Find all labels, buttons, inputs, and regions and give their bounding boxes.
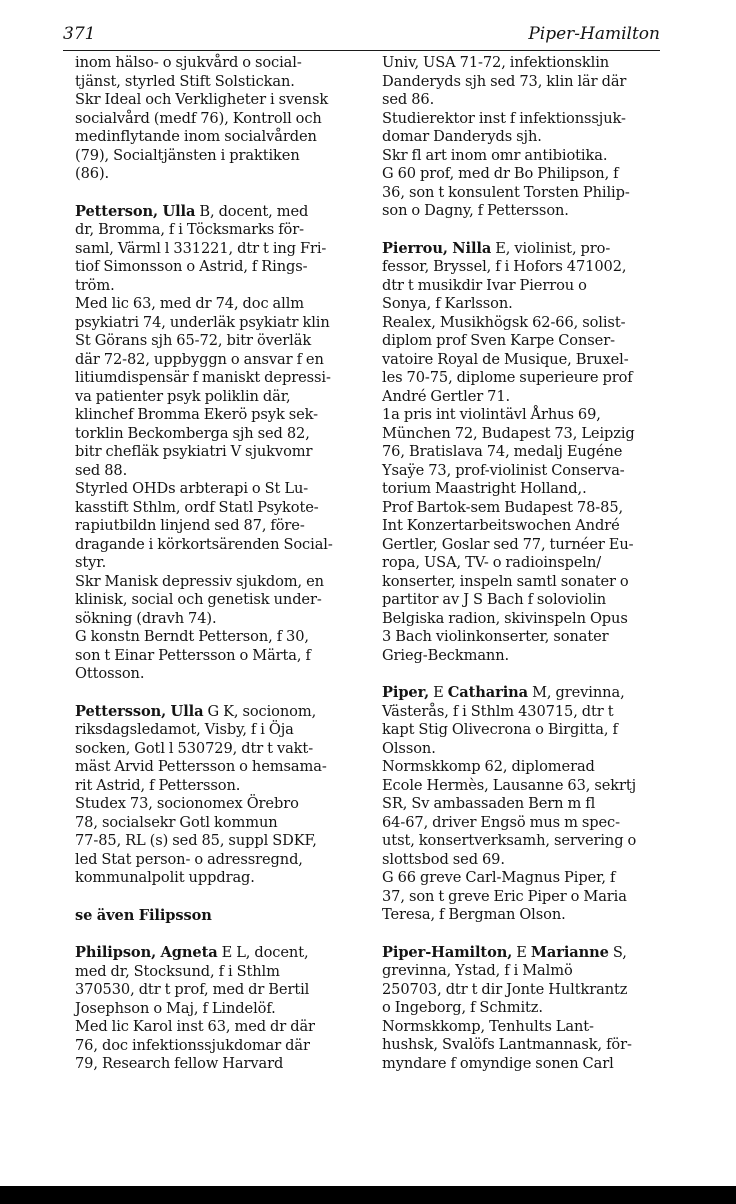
text-line: 76, doc infektionssjukdomar där: [75, 1036, 310, 1054]
text-line: G 66 greve Carl-Magnus Piper, f: [382, 869, 616, 886]
text-line: les 70-75, diplome superieure prof: [382, 369, 633, 386]
text-line: München 72, Budapest 73, Leipzig: [382, 424, 635, 442]
entry-surname: Piper-Hamilton,: [382, 943, 513, 961]
text-line: Normskkomp, Tenhults Lant-: [382, 1017, 594, 1035]
text-line: 64-67, driver Engsö mus m spec-: [382, 813, 620, 831]
entry-given-name: Marianne: [530, 943, 609, 961]
text-line: slottsbod sed 69.: [382, 850, 505, 868]
text-line: Styrled OHDs arbterapi o St Lu-: [75, 480, 309, 497]
text-line: socken, Gotl l 530729, dtr t vakt-: [75, 739, 314, 757]
text-line: 370530, dtr t prof, med dr Bertil: [75, 981, 310, 998]
text-line: psykiatri 74, underläk psykiatr klin: [75, 313, 330, 331]
text-line: styr.: [75, 554, 107, 571]
text-line: 3 Bach violinkonserter, sonater: [382, 628, 609, 645]
text-line: Normskkomp 62, diplomerad: [382, 758, 595, 775]
entry-name: Philipson, Agneta: [75, 944, 218, 961]
text-line: Skr Ideal och Verkligheter i svensk: [75, 91, 329, 108]
text-line: 1a pris int violintävl Århus 69,: [382, 406, 601, 423]
text-line: tröm.: [75, 276, 115, 294]
text-line: o Ingeborg, f Schmitz.: [382, 999, 543, 1016]
text-line: G 60 prof, med dr Bo Philipson, f: [382, 165, 619, 182]
text-line: Realex, Musikhögsk 62-66, solist-: [382, 313, 626, 331]
text-line: Västerås, f i Sthlm 430715, dtr t: [382, 702, 614, 720]
text-line: Skr fl art inom omr antibiotika.: [382, 146, 608, 164]
text-line: Teresa, f Bergman Olson.: [382, 906, 566, 923]
text-line: tiof Simonsson o Astrid, f Rings-: [75, 258, 308, 275]
text-line: Med lic 63, med dr 74, doc allm: [75, 295, 305, 312]
cross-reference-text: se även Filipsson: [75, 906, 212, 924]
entry-separator: [75, 184, 365, 203]
text-line: socialvård (medf 76), Kontroll och: [75, 109, 322, 127]
text-line: son o Dagny, f Pettersson.: [382, 202, 569, 219]
text-line: Grieg-Beckmann.: [382, 646, 510, 664]
text-line: klinisk, social och genetisk under-: [75, 591, 322, 608]
text-line: sed 88.: [75, 461, 128, 479]
entry-heading-line: [382, 684, 672, 703]
text-line: 76, Bratislava 74, medalj Eugéne: [382, 443, 623, 460]
entry-heading-rest: M, grevinna,: [528, 684, 625, 701]
text-line: hushsk, Svalöfs Lantmannask, för-: [382, 1036, 632, 1053]
text-line: Danderyds sjh sed 73, klin lär där: [382, 72, 627, 90]
right-column: [382, 54, 672, 1073]
text-line: Med lic Karol inst 63, med dr där: [75, 1018, 315, 1035]
text-line: va patienter psyk poliklin där,: [75, 387, 291, 405]
text-line: med dr, Stocksund, f i Sthlm: [75, 962, 280, 980]
text-line: SR, Sv ambassaden Bern m fl: [382, 795, 596, 812]
entry-given-name: Catharina: [447, 684, 529, 701]
entry-heading-line: [382, 944, 672, 963]
entry-heading-line: [75, 944, 365, 963]
entry-name: Pettersson, Ulla: [75, 702, 204, 720]
text-line: kapt Stig Olivecrona o Birgitta, f: [382, 721, 618, 738]
running-head: Piper-Hamilton: [528, 24, 660, 44]
text-line: utst, konsertverksamh, servering o: [382, 832, 637, 849]
entry-heading-rest: S,: [608, 943, 627, 961]
text-line: domar Danderyds sjh.: [382, 128, 542, 145]
text-line: St Görans sjh 65-72, bitr överläk: [75, 332, 312, 349]
text-line: rit Astrid, f Pettersson.: [75, 776, 241, 794]
text-line: ropa, USA, TV- o radioinspeln/: [382, 554, 602, 571]
text-line: inom hälso- o sjukvård o social-: [75, 54, 302, 71]
text-line: Skr Manisk depressiv sjukdom, en: [75, 572, 324, 590]
entry-heading-line: [75, 703, 365, 722]
text-line: Ecole Hermès, Lausanne 63, sekrtj: [382, 776, 637, 794]
text-line: mäst Arvid Pettersson o hemsama-: [75, 758, 327, 775]
entry-name: Petterson, Ulla: [75, 202, 196, 220]
entry-heading-rest: G K, socionom,: [203, 702, 317, 720]
text-line: kommunalpolit uppdrag.: [75, 869, 255, 886]
text-line: Int Konzertarbeitswochen André: [382, 517, 620, 534]
text-line: (79), Socialtjänsten i praktiken: [75, 146, 300, 164]
text-line: tjänst, styrled Stift Solstickan.: [75, 72, 295, 90]
text-line: vatoire Royal de Musique, Bruxel-: [382, 350, 629, 368]
text-line: Josephson o Maj, f Lindelöf.: [75, 999, 276, 1017]
text-line: Gertler, Goslar sed 77, turnéer Eu-: [382, 535, 634, 553]
text-line: dtr t musikdir Ivar Pierrou o: [382, 276, 587, 294]
text-line: Olsson.: [382, 739, 436, 757]
entry-heading-rest: E, violinist, pro-: [491, 239, 611, 257]
text-line: dr, Bromma, f i Töcksmarks för-: [75, 221, 304, 238]
text-line: Belgiska radion, skivinspeln Opus: [382, 609, 628, 627]
text-line: fessor, Bryssel, f i Hofors 471002,: [382, 258, 627, 275]
text-line: torklin Beckomberga sjh sed 82,: [75, 424, 310, 442]
text-line: saml, Värml l 331221, dtr t ing Fri-: [75, 239, 327, 257]
entry-heading-rest: E L, docent,: [217, 944, 309, 961]
text-line: bitr chefläk psykiatri V sjukvomr: [75, 443, 313, 460]
entry-initial: E: [429, 684, 448, 701]
page-number: 371: [63, 24, 96, 44]
entry-surname: Piper,: [382, 684, 430, 701]
text-line: Ysaÿe 73, prof-violinist Conserva-: [382, 461, 625, 479]
text-line: Prof Bartok-sem Budapest 78-85,: [382, 498, 624, 516]
text-line: (86).: [75, 165, 110, 182]
text-line: där 72-82, uppbyggn o ansvar f en: [75, 350, 324, 368]
text-line: Studex 73, socionomex Örebro: [75, 795, 299, 812]
text-line: 250703, dtr t dir Jonte Hultkrantz: [382, 980, 628, 998]
text-line: André Gertler 71.: [382, 387, 511, 405]
page-header: [63, 22, 660, 51]
text-line: Studierektor inst f infektionssjuk-: [382, 109, 626, 127]
text-line: sökning (dravh 74).: [75, 609, 217, 627]
text-line: klinchef Bromma Ekerö psyk sek-: [75, 406, 318, 423]
entry-separator: [75, 684, 365, 703]
entry-heading-line: [75, 203, 365, 222]
text-line: 79, Research fellow Harvard: [75, 1055, 284, 1072]
text-line: Univ, USA 71-72, infektionsklin: [382, 54, 610, 71]
entry-name: Pierrou, Nilla: [382, 239, 492, 257]
text-line: dragande i körkortsärenden Social-: [75, 535, 333, 553]
text-line: son t Einar Pettersson o Märta, f: [75, 646, 311, 664]
text-line: riksdagsledamot, Visby, f i Öja: [75, 721, 294, 738]
text-line: litiumdispensär f maniskt depressi-: [75, 369, 331, 386]
text-line: 36, son t konsulent Torsten Philip-: [382, 183, 630, 201]
text-line: Ottosson.: [75, 665, 145, 682]
text-line: G konstn Berndt Petterson, f 30,: [75, 628, 309, 645]
page-bottom-edge: [0, 1186, 736, 1204]
text-line: 77-85, RL (s) sed 85, suppl SDKF,: [75, 832, 317, 849]
entry-heading-line: [382, 240, 672, 259]
text-line: kasstift Sthlm, ordf Statl Psykote-: [75, 498, 319, 516]
entry-initial: E: [512, 943, 531, 961]
text-line: torium Maastright Holland,.: [382, 480, 587, 497]
text-line: diplom prof Sven Karpe Conser-: [382, 332, 615, 349]
entry-separator: [382, 925, 672, 944]
text-line: 78, socialsekr Gotl kommun: [75, 813, 278, 831]
cross-reference: [75, 907, 365, 926]
entry-separator: [75, 925, 365, 944]
text-line: myndare f omyndige sonen Carl: [382, 1054, 614, 1072]
text-line: konserter, inspeln samtl sonater o: [382, 572, 629, 590]
text-line: partitor av J S Bach f soloviolin: [382, 591, 607, 608]
text-line: medinflytande inom socialvården: [75, 128, 317, 145]
text-line: 37, son t greve Eric Piper o Maria: [382, 887, 627, 905]
entry-separator: [382, 221, 672, 240]
text-line: sed 86.: [382, 91, 435, 108]
left-column: [75, 54, 365, 1074]
text-line: led Stat person- o adressregnd,: [75, 850, 303, 868]
text-line: grevinna, Ystad, f i Malmö: [382, 962, 573, 979]
entry-separator: [75, 888, 365, 907]
text-line: rapiutbildn linjend sed 87, före-: [75, 517, 305, 534]
entry-separator: [382, 665, 672, 684]
text-line: Sonya, f Karlsson.: [382, 295, 513, 312]
entry-heading-rest: B, docent, med: [195, 202, 309, 220]
